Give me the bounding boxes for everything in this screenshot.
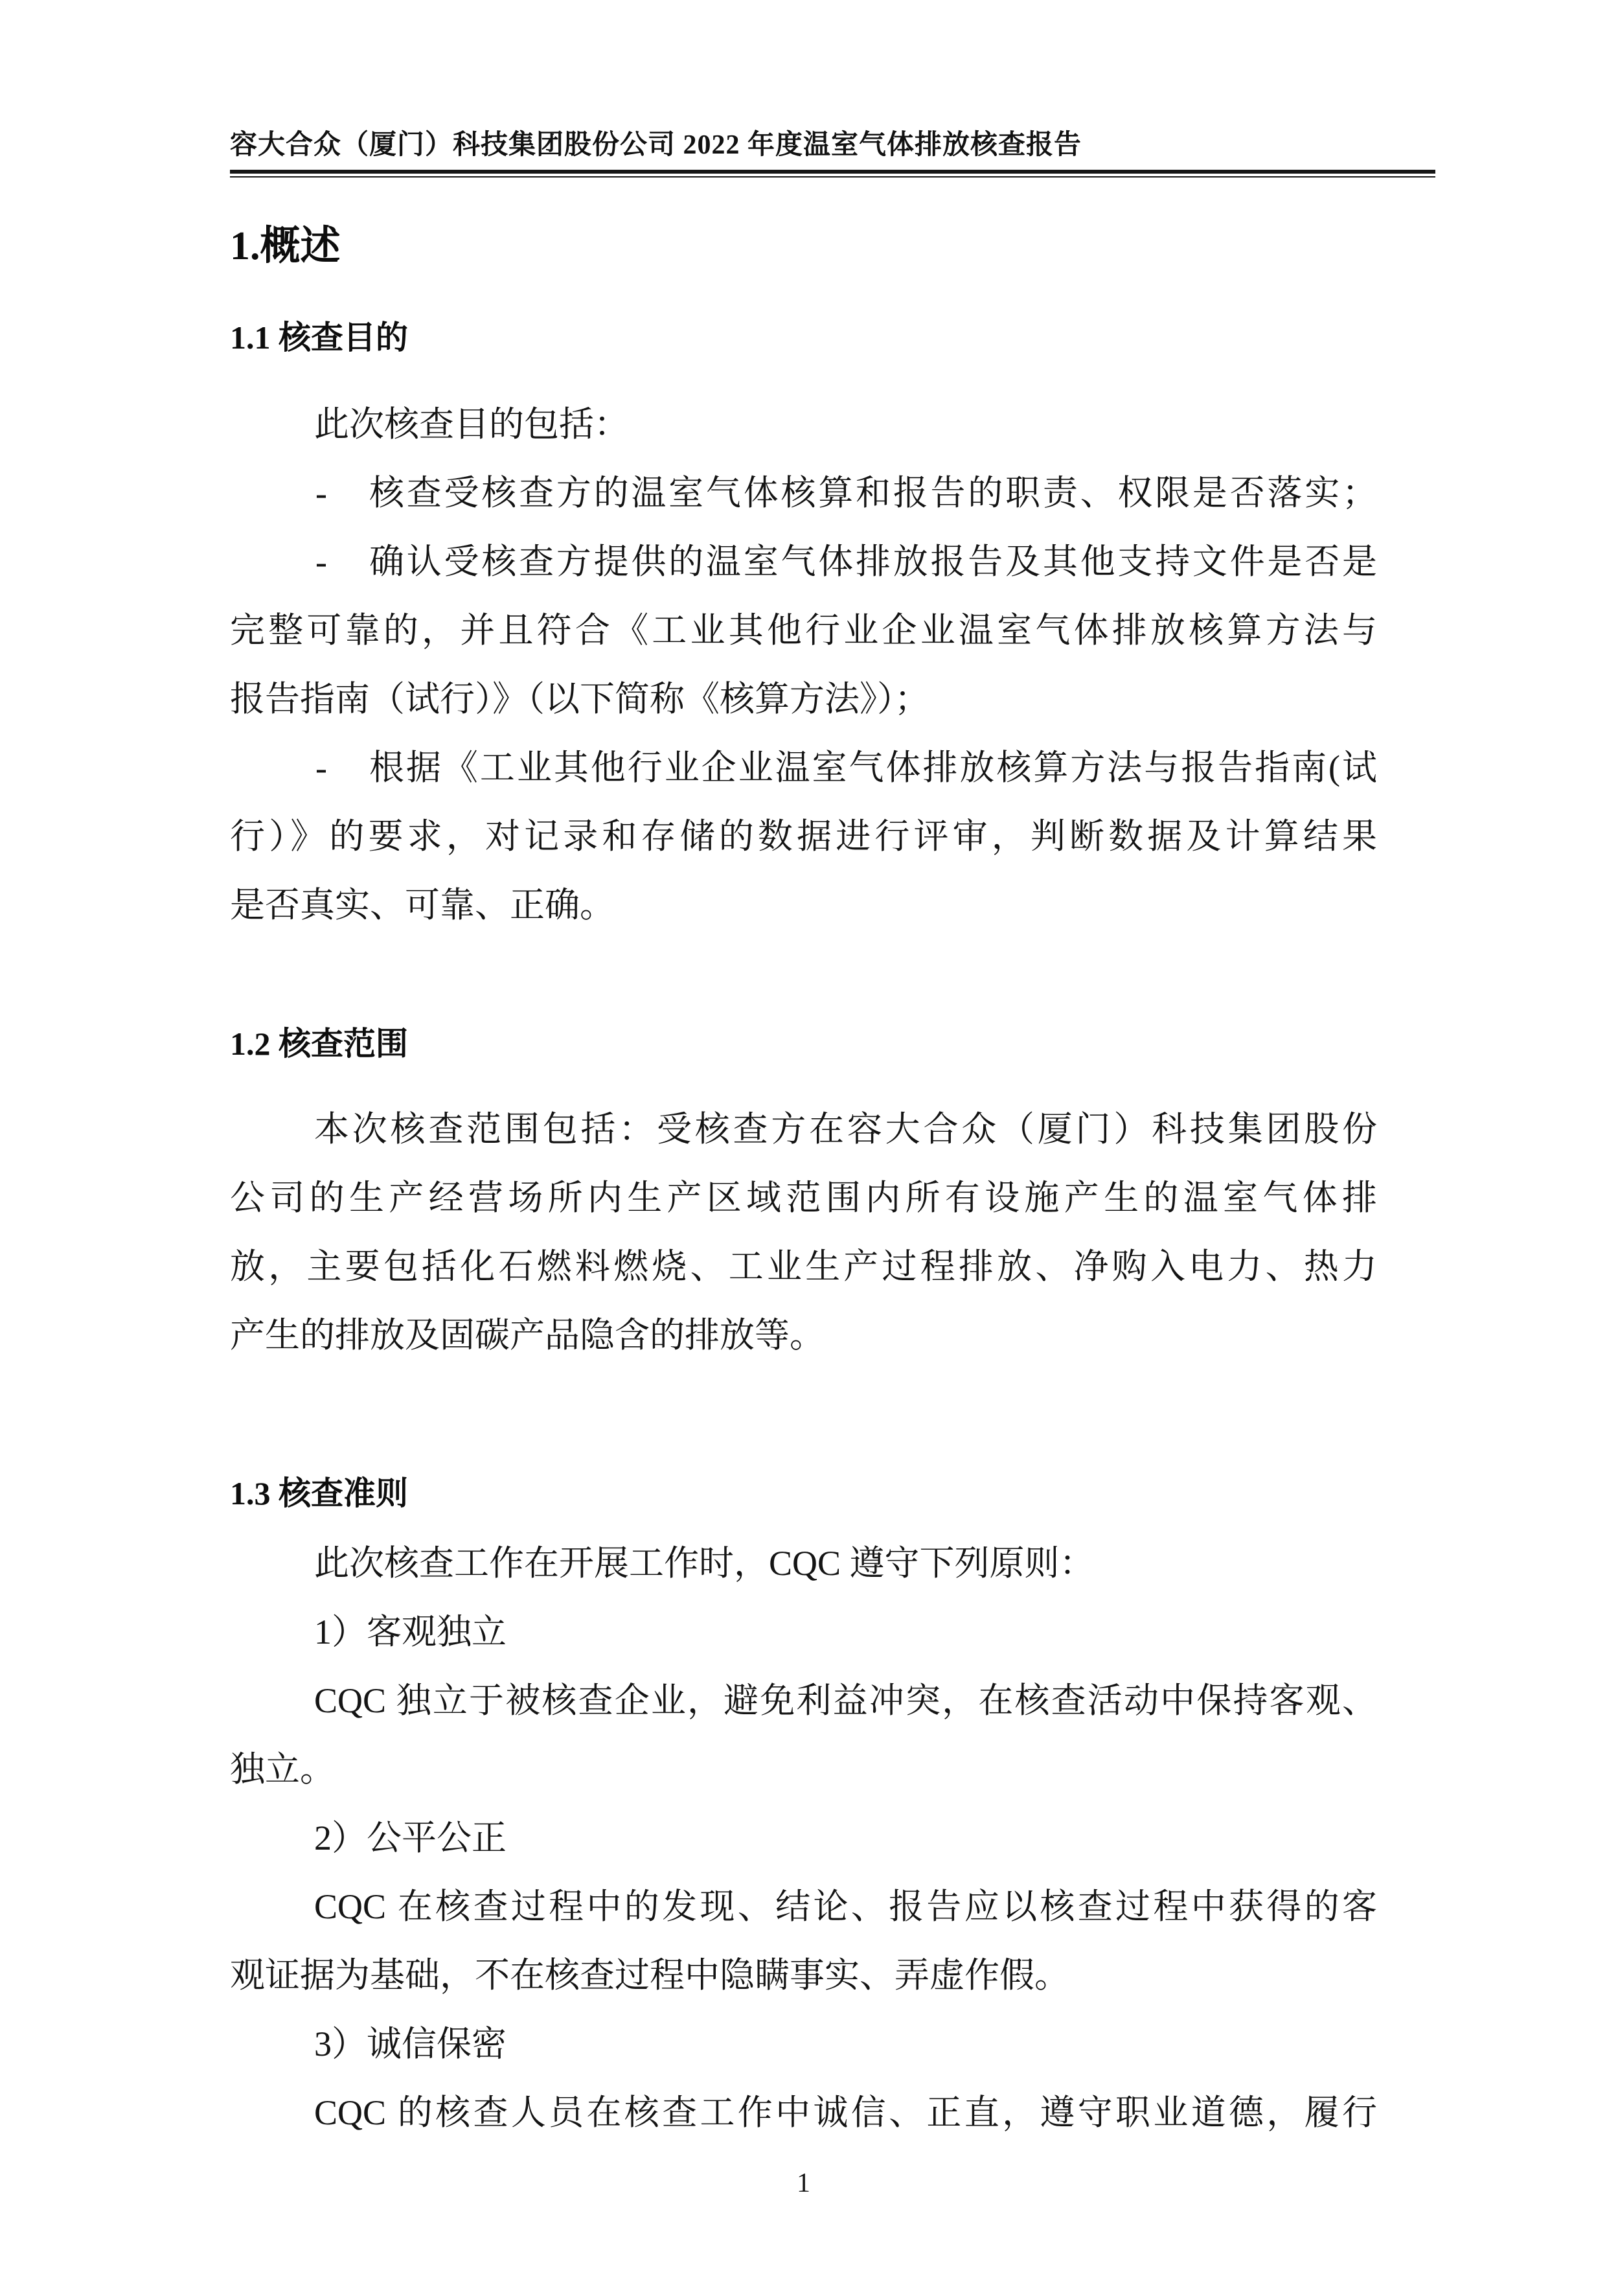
s11-bullet-2-line-1	[230, 527, 1377, 596]
s13-intro-line: 此次核查工作在开展工作时，CQC 遵守下列原则：	[314, 1544, 1095, 1583]
header-rule	[230, 170, 1435, 178]
section-1-2-heading: 1.2 核查范围	[230, 1026, 408, 1062]
section-1-3-heading: 1.3 核查准则	[230, 1475, 408, 1511]
s13-principle-1-line-1: CQC 独立于被核查企业，避免利益冲突，在核查活动中保持客观、	[314, 1681, 1377, 1720]
s13-principle-3-title: 3）诚信保密	[314, 2025, 507, 2063]
section-1-3-body	[230, 1529, 1377, 2147]
bullet-dash: -	[315, 748, 327, 787]
s11-bullet-2-line-2: 完整可靠的，并且符合《工业其他行业企业温室气体排放核算方法与	[230, 611, 1377, 650]
section-1-1-body	[230, 390, 1377, 939]
s11-bullet-3-text: 根据《工业其他行业企业温室气体排放核算方法与报告指南(试	[369, 748, 1377, 787]
s13-principle-3-line-1: CQC 的核查人员在核查工作中诚信、正直，遵守职业道德，履行	[314, 2093, 1377, 2132]
section-1-2-body	[230, 1095, 1377, 1370]
s13-principle-2-title: 2）公平公正	[314, 1819, 507, 1857]
s11-bullet-3-line-2: 行）》的要求，对记录和存储的数据进行评审，判断数据及计算结果	[230, 817, 1377, 856]
s11-intro-line: 此次核查目的包括：	[314, 405, 629, 444]
s11-bullet-2-text: 确认受核查方提供的温室气体排放报告及其他支持文件是否是	[369, 542, 1377, 581]
section-1-1-heading: 1.1 核查目的	[230, 319, 408, 356]
s11-bullet-1-line-1	[230, 459, 1377, 527]
s13-principle-1-line-2: 独立。	[230, 1750, 335, 1789]
s11-bullet-2-line-3: 报告指南（试行）》（以下简称《核算方法》）；	[230, 680, 929, 718]
section-1-heading: 1.概述	[230, 224, 341, 268]
s11-bullet-1-text: 核查受核查方的温室气体核算和报告的职责、权限是否落实；	[369, 474, 1377, 512]
s11-bullet-3-line-1	[230, 733, 1377, 802]
s12-para-line-1: 本次核查范围包括：受核查方在容大合众（厦门）科技集团股份	[314, 1110, 1377, 1149]
bullet-dash: -	[315, 474, 327, 512]
s13-principle-1-title: 1）客观独立	[314, 1613, 507, 1651]
s12-para-line-3: 放，主要包括化石燃料燃烧、工业生产过程排放、净购入电力、热力	[230, 1247, 1377, 1286]
running-header-title: 容大合众（厦门）科技集团股份公司 2022 年度温室气体排放核查报告	[230, 130, 1082, 160]
running-header	[230, 0, 1377, 178]
s13-principle-2-line-1: CQC 在核查过程中的发现、结论、报告应以核查过程中获得的客	[314, 1887, 1377, 1926]
bullet-dash: -	[315, 542, 327, 581]
s12-para-line-2: 公司的生产经营场所内生产区域范围内所有设施产生的温室气体排	[230, 1178, 1377, 1217]
s12-para-line-4: 产生的排放及固碳产品隐含的排放等。	[230, 1316, 825, 1355]
page-number: 1	[797, 2168, 810, 2198]
s11-bullet-3-line-3: 是否真实、可靠、正确。	[230, 886, 615, 924]
s13-principle-2-line-2: 观证据为基础，不在核查过程中隐瞒事实、弄虚作假。	[230, 1956, 1069, 1995]
